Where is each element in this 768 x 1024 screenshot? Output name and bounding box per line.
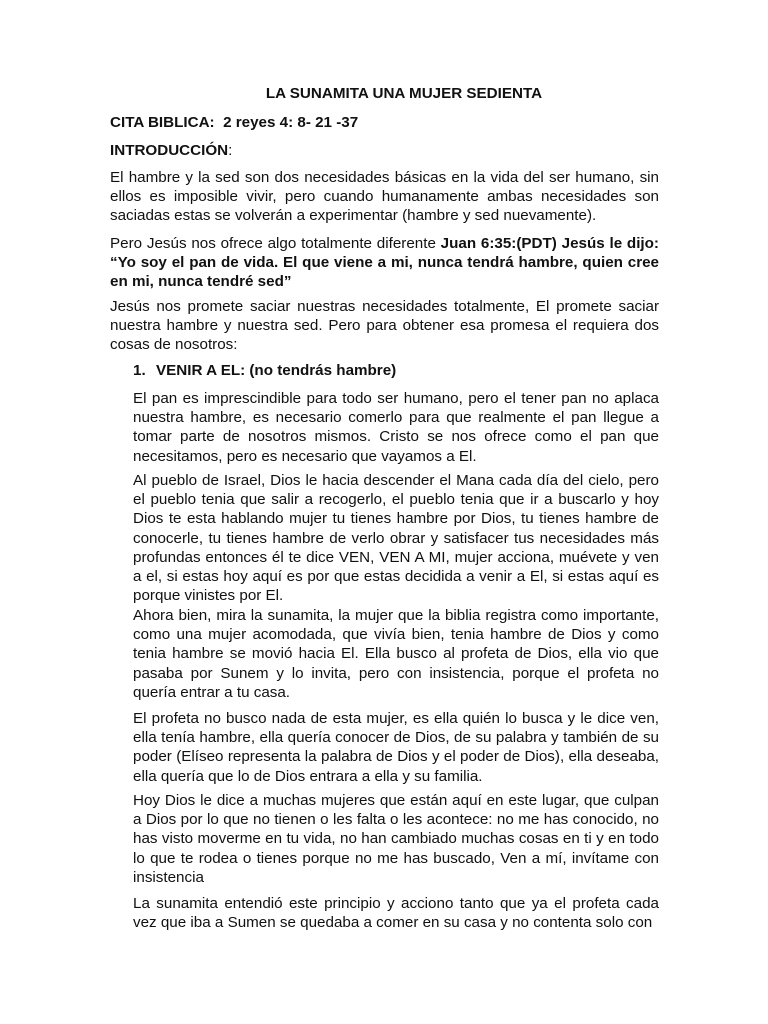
introduction-heading: INTRODUCCIÓN: bbox=[110, 142, 233, 159]
paragraph-4: El pan es imprescindible para todo ser humano, pero el tener pan no aplaca nuestra hambre, es necesario comerlo para que realmente el pan llegue a tomar parte de nosotros mismos. Cristo se nos ofrece como el pan que necesitamos, pero es necesario que vayamos a El. bbox=[133, 390, 659, 465]
bible-citation bbox=[110, 113, 659, 132]
paragraph-5: Al pueblo de Israel, Dios le hacia descender el Mana cada día del cielo, pero el pueblo tenia que salir a recogerlo, el pueblo tenia que ir a buscarlo y hoy Dios te esta hablando mujer tu tienes hambre por Dios, tu tienes hambre de conocerle, tu tienes hambre de verlo obrar y satisfacer tus necesidades más profundas entonces él te dice VEN, VEN A MI, mujer acciona, muévete y ven a el, si estas hoy aquí es por que estas decidida a venir a El, si estas aquí es porque vinistes por El. bbox=[133, 472, 659, 605]
paragraph-9: La sunamita entendió este principio y acciono tanto que ya el profeta cada vez que iba a Sumen se quedaba a comer en su casa y no contenta solo con bbox=[133, 895, 659, 932]
paragraph-1: El hambre y la sed son dos necesidades básicas en la vida del ser humano, sin ellos es imposible vivir, pero cuando humanamente ambas necesidades son saciadas estas se volverán a experimentar (hambre y sed nuevamente). bbox=[110, 169, 659, 225]
list-item-text: VENIR A EL: (no tendrás hambre) bbox=[156, 362, 397, 379]
citation-label: CITA BIBLICA: bbox=[110, 114, 215, 131]
paragraph-7: El profeta no busco nada de esta mujer, es ella quién lo busca y le dice ven, ella tenía hambre, ella quería conocer de Dios, de su palabra y también de su poder (Elíseo representa la palabra de Dios y el poder de Dios), ella deseaba, ella quería que lo de Dios entrara a ella y su familia. bbox=[133, 710, 659, 785]
document-title: LA SUNAMITA UNA MUJER SEDIENTA bbox=[265, 85, 543, 102]
paragraph-2: Pero Jesús nos ofrece algo totalmente diferente Juan 6:35:(PDT) Jesús le dijo: “Yo soy el pan de vida. El que viene a mi, nunca tendrá hambre, quien cree en mi, nunca tendré sed” bbox=[110, 235, 659, 291]
scripture-quote: Juan 6:35:(PDT) Jesús le dijo: “Yo soy el pan de vida. El que viene a mi, nunca tendrá hambre, quien cree en mi, nunca tendré sed” bbox=[110, 235, 659, 291]
paragraph-8: Hoy Dios le dice a muchas mujeres que están aquí en este lugar, que culpan a Dios por lo que no tienen o les falta o les acontece: no me has conocido, no has visto moverme en tu vida, no han cambiado muchas cosas en ti y en todo lo que te rodea o tienes porque no me has buscado, Ven a mí, invítame con insistencia bbox=[133, 792, 659, 886]
paragraph-6: Ahora bien, mira la sunamita, la mujer que la biblia registra como importante, como una mujer acomodada, que vivía bien, tenia hambre de Dios y como tenia hambre se movió hacia El. Ella busco al profeta de Dios, ella vio que pasaba por Sunem y lo invita, pero con insistencia, porque el profeta no quería entrar a tu casa. bbox=[133, 607, 659, 701]
list-item-1 bbox=[133, 361, 659, 380]
introduction-label: INTRODUCCIÓN bbox=[110, 142, 229, 159]
list-item-number: 1. bbox=[133, 362, 146, 379]
citation-value: 2 reyes 4: 8- 21 -37 bbox=[223, 114, 359, 131]
paragraph-3: Jesús nos promete saciar nuestras necesidades totalmente, El promete saciar nuestra hambre y nuestra sed. Pero para obtener esa promesa el requiera dos cosas de nosotros: bbox=[110, 298, 659, 354]
